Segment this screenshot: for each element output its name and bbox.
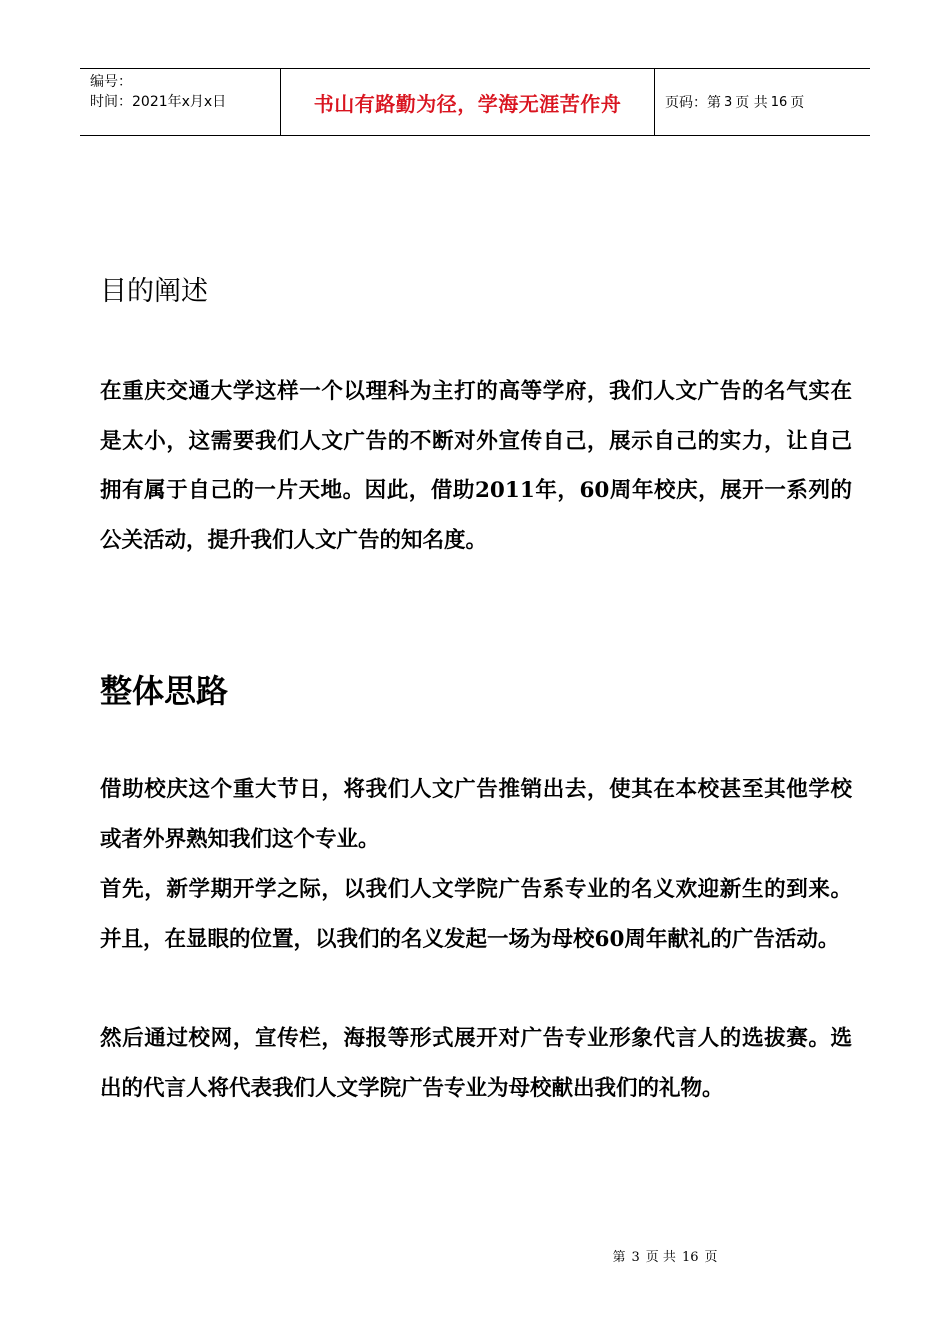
- section-heading-purpose: 目的阐述: [100, 276, 208, 307]
- footer-prefix: 第: [612, 1250, 626, 1265]
- paragraph-purpose: 在重庆交通大学这样一个以理科为主打的高等学府，我们人文广告的名气实在是太小，这需要我们人文广告的不断对外宣传自己，展示自己的实力，让自己拥有属于自己的一片天地。因此，借助2011年，60周年校庆，展开一系列的公关活动，提升我们人文广告的知名度。: [100, 379, 852, 554]
- header-page-current: 3: [724, 94, 733, 110]
- header-page-info: [655, 69, 870, 135]
- footer-mid: 页 共: [645, 1250, 676, 1265]
- footer-suffix: 页: [704, 1250, 718, 1265]
- header-number-label: 编号：: [90, 74, 132, 90]
- page-footer: [0, 1246, 950, 1265]
- header-page-end: 页: [790, 95, 805, 111]
- page-header: [80, 68, 870, 136]
- header-page-mid: 页 共: [735, 95, 768, 111]
- footer-total: 16: [681, 1250, 699, 1265]
- header-motto: 书山有路勤为径，学海无涯苦作舟: [281, 69, 655, 135]
- header-page-label: 页码：第: [665, 95, 721, 111]
- section-heading-overall-idea: 整体思路: [100, 672, 229, 710]
- header-date-label: 时间：2021年x月x日: [90, 94, 227, 110]
- footer-current: 3: [631, 1250, 640, 1265]
- header-page-total: 16: [770, 94, 788, 110]
- header-meta-cell: [80, 69, 281, 135]
- paragraph-idea-3: 然后通过校网，宣传栏，海报等形式展开对广告专业形象代言人的选拔赛。选出的代言人将代表我们人文学院广告专业为母校献出我们的礼物。: [100, 1026, 852, 1101]
- paragraph-idea-1: 借助校庆这个重大节日，将我们人文广告推销出去，使其在本校甚至其他学校或者外界熟知我们这个专业。: [100, 777, 852, 852]
- paragraph-idea-2: 首先，新学期开学之际，以我们人文学院广告系专业的名义欢迎新生的到来。并且，在显眼的位置，以我们的名义发起一场为母校60周年献礼的广告活动。: [100, 877, 852, 952]
